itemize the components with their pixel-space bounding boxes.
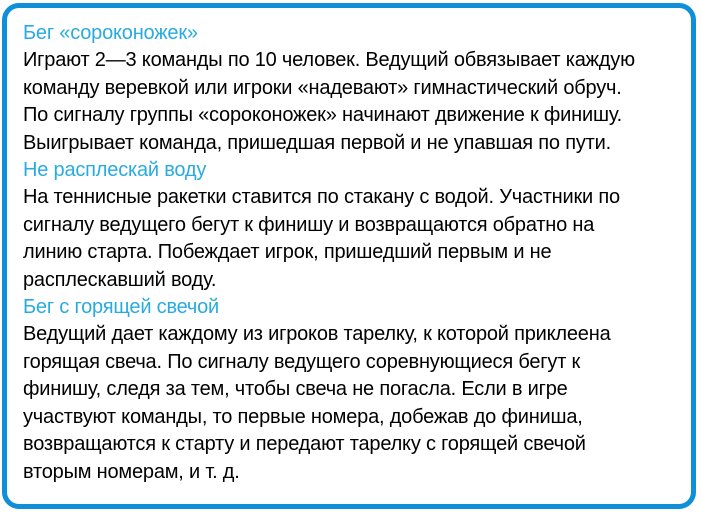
body-text-line: Играют 2—3 команды по 10 человек. Ведущий обвязывает каждую	[23, 49, 635, 72]
body-text-line: вторым номерам, и т. д.	[23, 460, 240, 483]
body-text-line: На теннисные ракетки ставится по стакану с водой. Участники по	[23, 186, 620, 209]
body-text-line: финишу, следя за тем, чтобы свеча не погасла. Если в игре	[23, 378, 568, 401]
body-text-line: По сигналу группы «сороконожек» начинают движение к финишу.	[23, 104, 622, 127]
section-heading: Бег «сороконожек»	[23, 22, 198, 44]
section-heading: Бег с горящей свечой	[23, 296, 220, 319]
document-frame	[2, 3, 696, 509]
section-heading: Не расплескай воду	[23, 159, 207, 182]
body-text-line: горящая свеча. По сигналу ведущего соревнующиеся бегут к	[23, 350, 581, 373]
body-text-line: расплескавший воду.	[23, 268, 217, 291]
body-text-line: сигналу ведущего бегут к финишу и возвращаются обратно на	[23, 213, 595, 236]
body-text-line: участвуют команды, то первые номера, добежав до финиша,	[23, 405, 583, 428]
body-text-line: Выигрывает команда, пришедшая первой и не упавшая по пути.	[23, 131, 611, 154]
body-text-line: линию старта. Побеждает игрок, пришедший первым и не	[23, 241, 552, 264]
body-text-line: Ведущий дает каждому из игроков тарелку, к которой приклеена	[23, 323, 611, 346]
body-text-line: команду веревкой или игроки «надевают» гимнастический обруч.	[23, 76, 622, 99]
document-content	[23, 20, 685, 498]
body-text-line: возвращаются к старту и передают тарелку с горящей свечой	[23, 433, 586, 456]
